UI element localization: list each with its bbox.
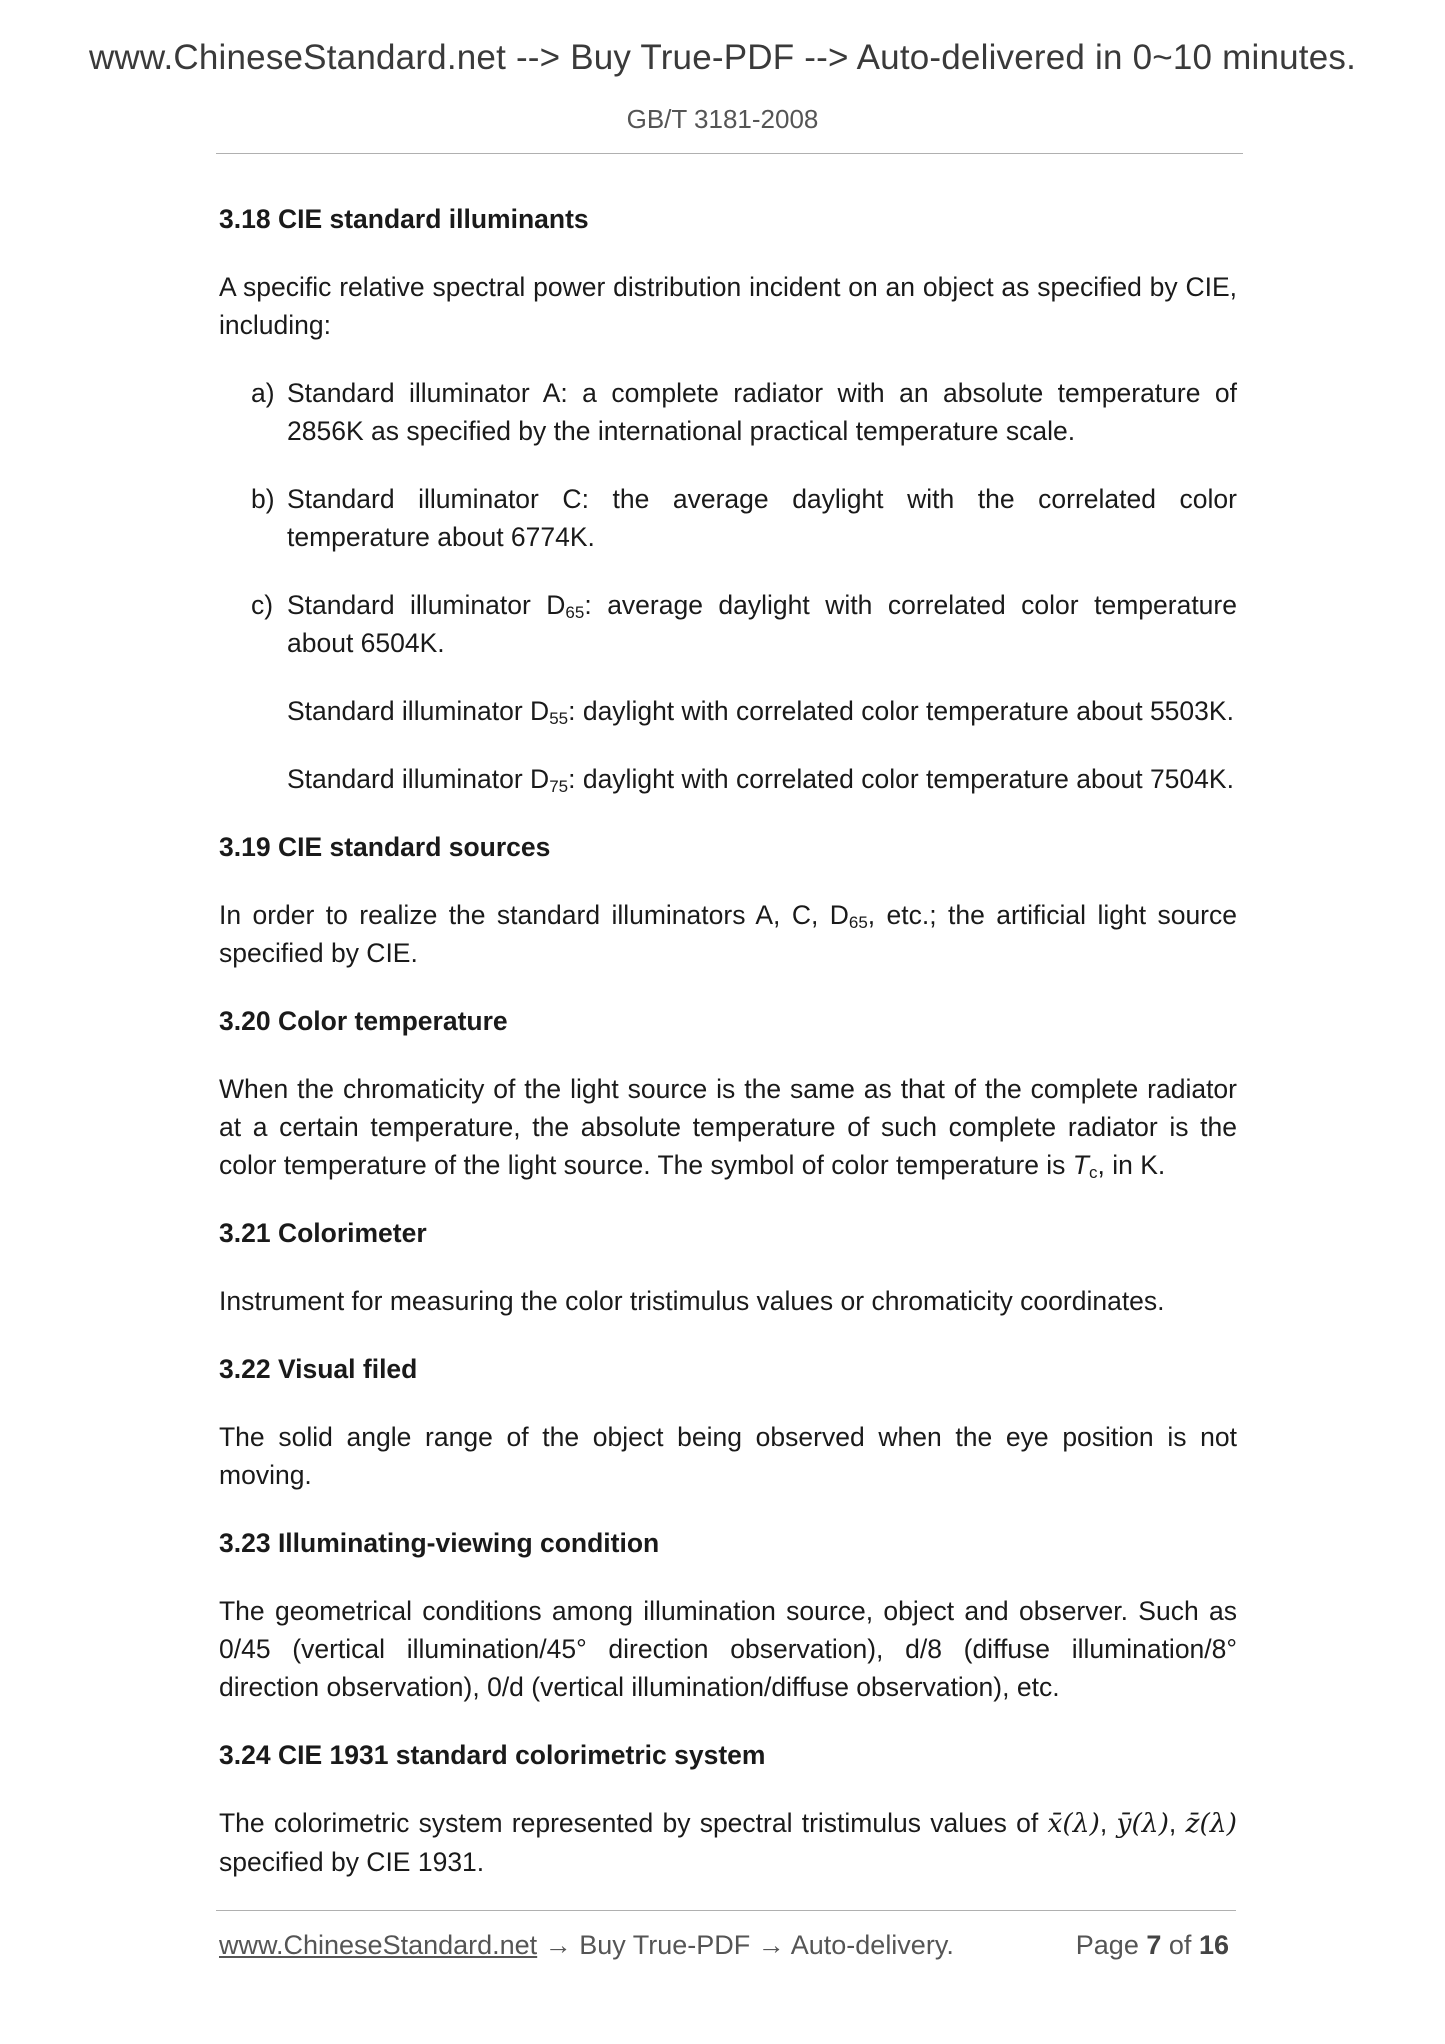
- list-text-a: Standard illuminator A: a complete radiator with an absolute temperature of 2856K as specified by the international practical temperature scale.: [287, 378, 1237, 446]
- list-text-c: Standard illuminator $D_{65}$: average daylight with correlated color temperature about 6504K.: [287, 590, 1237, 658]
- section-heading-3-19: 3.19 CIE standard sources: [219, 832, 551, 862]
- section-heading-3-20: 3.20 Color temperature: [219, 1006, 508, 1036]
- list-item-c: [251, 586, 1237, 662]
- list-label-c: c): [251, 590, 274, 620]
- list-label-b: b): [251, 484, 275, 514]
- section-3-23-text: The geometrical conditions among illumination source, object and observer. Such as 0/45 (vertical illumination/45° direction observation), d/8 (diffuse illumination/8° direction observation), 0/d (vertical illumination/diffuse observation), etc.: [219, 1596, 1237, 1702]
- footer-tagline: → Buy True-PDF → Auto-delivery.: [537, 1930, 954, 1960]
- section-heading-3-22: 3.22 Visual filed: [219, 1354, 418, 1384]
- page-number: 7: [1146, 1930, 1162, 1960]
- y-bar-function: ȳ(λ): [1116, 1808, 1169, 1839]
- section-heading-3-18: 3.18 CIE standard illuminants: [219, 204, 589, 234]
- document-body: [219, 200, 1237, 1911]
- top-banner: www.ChineseStandard.net --> Buy True-PDF --> Auto-delivered in 0~10 minutes.: [88, 38, 1357, 77]
- illuminant-d75-line: Standard illuminator $D_{75}$: daylight with correlated color temperature about 7504K.: [287, 764, 1234, 796]
- page-total: 16: [1198, 1930, 1229, 1960]
- list-item-b: [251, 480, 1237, 556]
- footer-site-link[interactable]: www.ChineseStandard.net: [219, 1930, 538, 1960]
- list-label-a: a): [251, 378, 275, 408]
- section-3-18-intro: A specific relative spectral power distribution incident on an object as specified by CIE, including:: [219, 272, 1237, 340]
- page-indicator: Page 7 of 16: [1075, 1930, 1229, 1960]
- section-3-19-text: In order to realize the standard illuminators A, C, $D_{65}$, etc.; the artificial light source specified by CIE.: [219, 900, 1237, 968]
- section-3-24-text: The colorimetric system represented by spectral tristimulus values of x̄(λ), ȳ(λ), z̄(λ) specified by CIE 1931.: [219, 1808, 1237, 1877]
- section-heading-3-21: 3.21 Colorimeter: [219, 1218, 427, 1248]
- standard-code: GB/T 3181-2008: [626, 104, 819, 134]
- section-heading-3-23: 3.23 Illuminating-viewing condition: [219, 1528, 660, 1558]
- list-text-b: Standard illuminator C: the average daylight with the correlated color temperature about 6774K.: [287, 484, 1237, 552]
- color-temperature-symbol: T: [1072, 1150, 1089, 1180]
- z-bar-function: z̄(λ): [1185, 1808, 1237, 1839]
- section-heading-3-24: 3.24 CIE 1931 standard colorimetric system: [219, 1740, 766, 1770]
- x-bar-function: x̄(λ): [1047, 1808, 1100, 1839]
- footer-divider: [216, 1910, 1236, 1911]
- section-3-21-text: Instrument for measuring the color tristimulus values or chromaticity coordinates.: [219, 1286, 1165, 1316]
- section-3-20-text: When the chromaticity of the light source is the same as that of the complete radiator at a certain temperature, the absolute temperature of such complete radiator is the color temperature of the light source. The symbol of color temperature is $T_c$, in K.: [219, 1074, 1237, 1182]
- section-3-22-text: The solid angle range of the object being observed when the eye position is not moving.: [219, 1422, 1237, 1490]
- header-divider: [216, 153, 1243, 154]
- list-item-a: [251, 374, 1237, 450]
- page-footer: [219, 1930, 1229, 1961]
- illuminant-d55-line: Standard illuminator $D_{55}$: daylight with correlated color temperature about 5503K.: [287, 696, 1234, 728]
- footer-left: [219, 1930, 954, 1961]
